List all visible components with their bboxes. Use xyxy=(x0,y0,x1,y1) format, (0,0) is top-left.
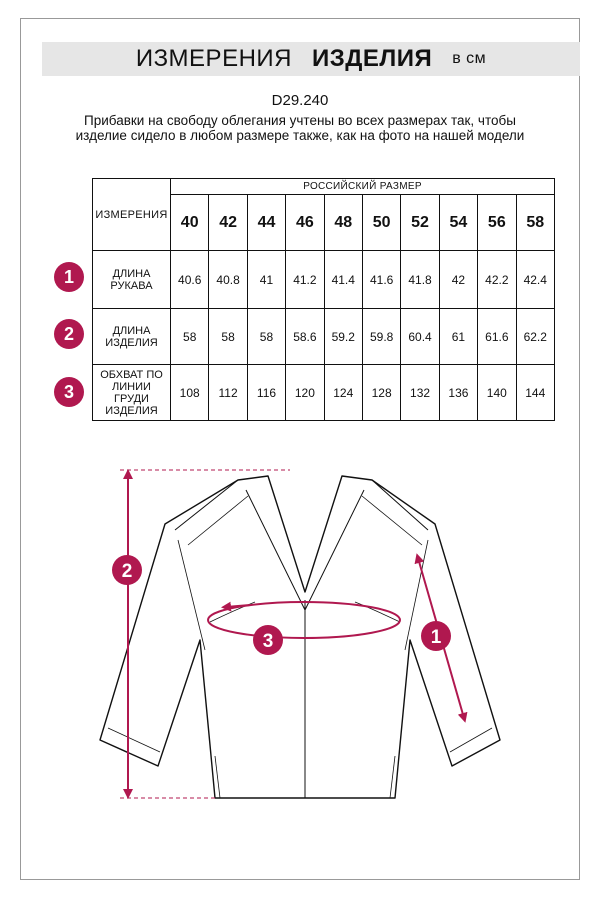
title-units: в см xyxy=(452,50,487,67)
size-header: 42 xyxy=(209,195,247,251)
table-row xyxy=(93,251,555,309)
marker-chest xyxy=(253,625,283,655)
measurements-header: ИЗМЕРЕНИЯ xyxy=(93,179,171,251)
table-cell: 144 xyxy=(516,365,554,421)
row-label-sleeve-length: ДЛИНА РУКАВА xyxy=(93,251,171,309)
garment-diagram xyxy=(0,460,600,860)
table-cell: 58.6 xyxy=(286,309,324,365)
table-cell: 60.4 xyxy=(401,309,439,365)
row-label-product-length: ДЛИНА ИЗДЕЛИЯ xyxy=(93,309,171,365)
table-cell: 40.6 xyxy=(171,251,209,309)
size-header: 46 xyxy=(286,195,324,251)
fit-note: Прибавки на свободу облегания учтены во всех размерах так, чтобы изделие сидело в любом размере также, как на фото на нашей модели xyxy=(75,113,525,143)
marker-sleeve-label: 1 xyxy=(430,627,442,648)
marker-chest-label: 3 xyxy=(262,631,274,652)
title-bar xyxy=(42,42,580,76)
table-cell: 58 xyxy=(209,309,247,365)
table-cell: 41.8 xyxy=(401,251,439,309)
table-cell: 42.4 xyxy=(516,251,554,309)
size-header: 58 xyxy=(516,195,554,251)
table-cell: 120 xyxy=(286,365,324,421)
table-row xyxy=(93,309,555,365)
table-cell: 41.4 xyxy=(324,251,362,309)
article-number: D29.240 xyxy=(271,92,329,109)
table-cell: 61 xyxy=(439,309,477,365)
size-header: 44 xyxy=(247,195,285,251)
table-cell: 112 xyxy=(209,365,247,421)
size-header: 54 xyxy=(439,195,477,251)
badge-chest-girth: 3 xyxy=(54,377,84,407)
table-cell: 42 xyxy=(439,251,477,309)
table-cell: 128 xyxy=(362,365,400,421)
table-cell: 108 xyxy=(171,365,209,421)
size-table xyxy=(92,178,555,421)
title-measurements: ИЗМЕРЕНИЯ xyxy=(135,45,292,72)
title-product: ИЗДЕЛИЯ xyxy=(312,45,433,72)
marker-length-label: 2 xyxy=(121,561,133,582)
table-cell: 132 xyxy=(401,365,439,421)
size-header: 50 xyxy=(362,195,400,251)
badge-product-length: 2 xyxy=(54,319,84,349)
table-cell: 59.2 xyxy=(324,309,362,365)
table-cell: 58 xyxy=(171,309,209,365)
table-cell: 59.8 xyxy=(362,309,400,365)
size-header: 56 xyxy=(478,195,516,251)
table-cell: 124 xyxy=(324,365,362,421)
marker-sleeve xyxy=(421,621,451,651)
table-cell: 136 xyxy=(439,365,477,421)
table-cell: 42.2 xyxy=(478,251,516,309)
table-cell: 40.8 xyxy=(209,251,247,309)
row-label-chest-girth: ОБХВАТ ПО ЛИНИИ ГРУДИ ИЗДЕЛИЯ xyxy=(93,365,171,421)
size-header: 40 xyxy=(171,195,209,251)
table-cell: 116 xyxy=(247,365,285,421)
badge-sleeve-length: 1 xyxy=(54,262,84,292)
table-cell: 58 xyxy=(247,309,285,365)
table-cell: 41.2 xyxy=(286,251,324,309)
table-cell: 61.6 xyxy=(478,309,516,365)
table-cell: 41 xyxy=(247,251,285,309)
marker-length xyxy=(112,555,142,585)
size-header: 52 xyxy=(401,195,439,251)
size-group-header: РОССИЙСКИЙ РАЗМЕР xyxy=(171,179,555,195)
table-cell: 140 xyxy=(478,365,516,421)
size-header: 48 xyxy=(324,195,362,251)
table-row xyxy=(93,365,555,421)
table-cell: 41.6 xyxy=(362,251,400,309)
table-cell: 62.2 xyxy=(516,309,554,365)
